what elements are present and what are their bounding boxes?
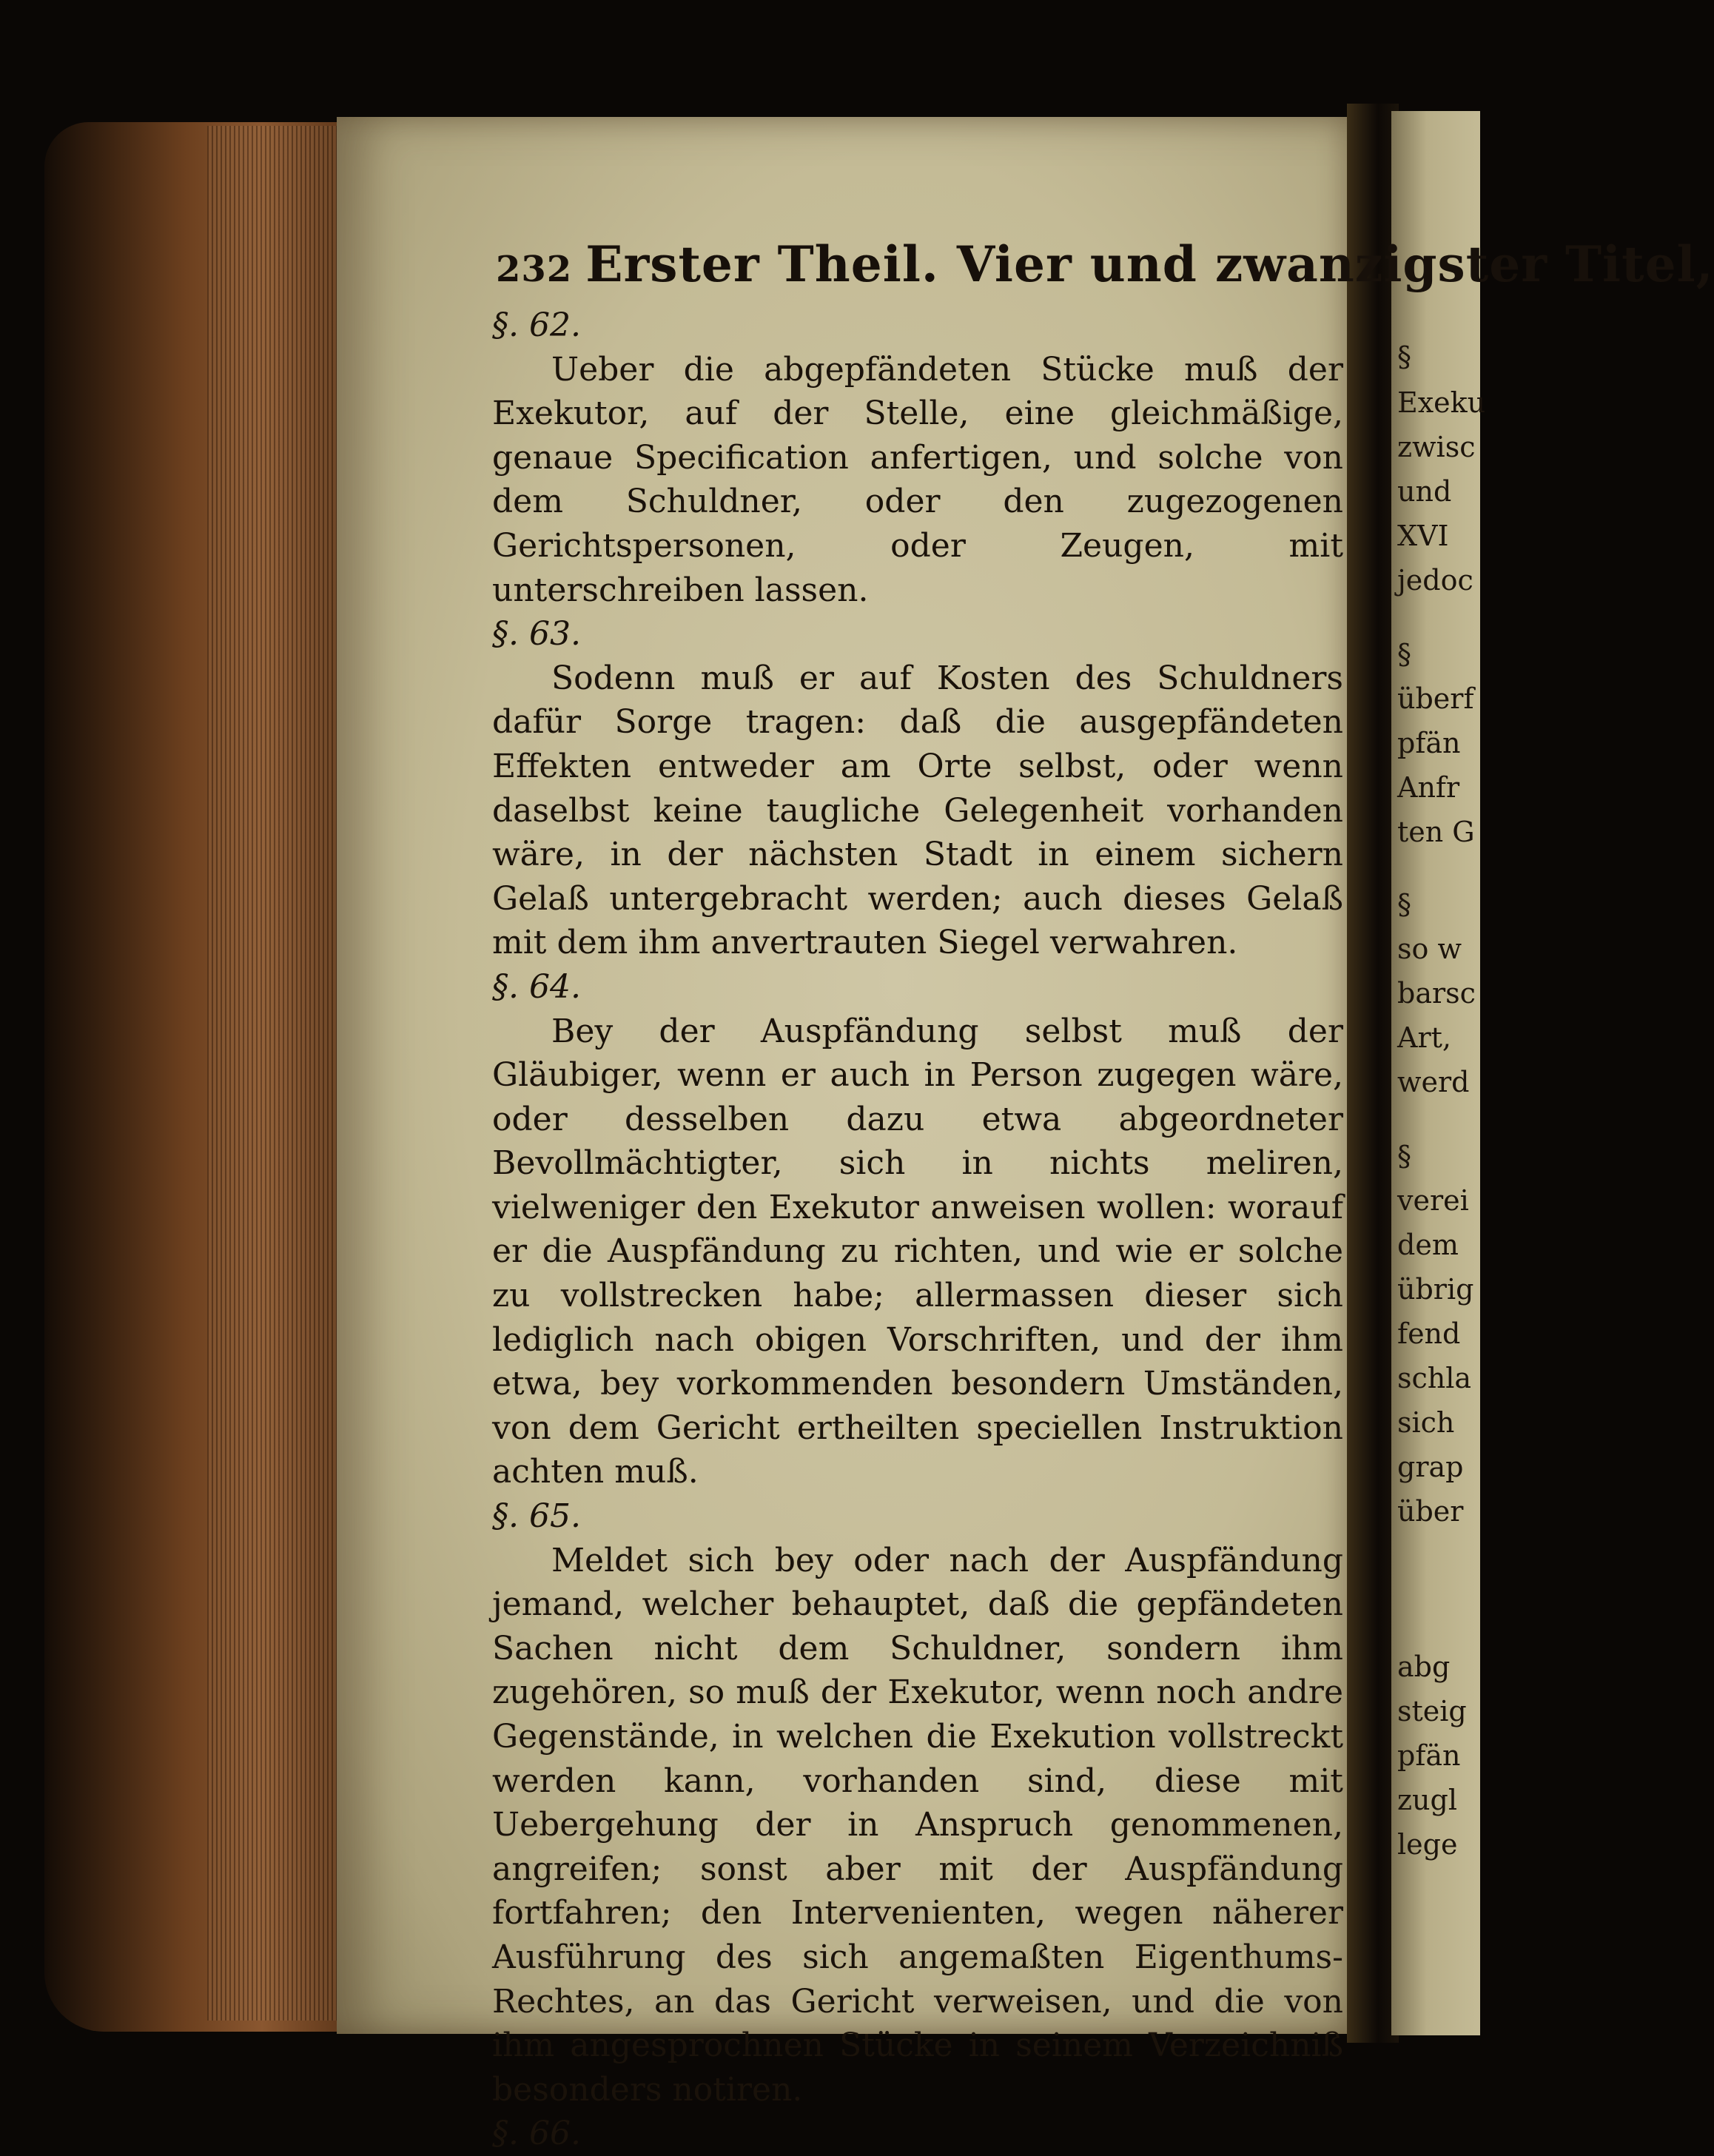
facing-fragment: lege [1397,1828,1458,1861]
section-paragraph: Ueber die abgepfändeten Stücke muß der Exekutor, auf der Stelle, eine gleichmäßige, genaue Specification anfertigen, und solche von dem Schuldner, oder den zugezogenen Gerichtspersonen, oder Zeugen, mit unterschreiben lassen. [492,350,1343,609]
section-paragraph: Meldet sich bey oder nach der Auspfändung jemand, welcher behauptet, daß die gepfändeten Sachen nicht dem Schuldner, sondern ihm zugehören, so muß der Exekutor, wenn noch andre Gegenstände, in welchen die Exekution vollstreckt werden kann, vorhanden sind, diese mit Uebergehung der in Anspruch genommenen, angreifen; sonst aber mit der Auspfändung fortfahren; den Intervenienten, wegen näherer Ausführung des sich angemaßten Eigenthums-Rechtes, an das Gericht verweisen, und die von ihm angesprochnen Stücke in seinem Verzeichniß besonders notiren. [492,1541,1343,2109]
facing-fragment: § [1397,1140,1411,1172]
section-heading: §. 63. [492,615,581,654]
facing-fragment: sich [1397,1406,1455,1439]
facing-fragment: und [1397,475,1452,508]
facing-fragment: § [1397,888,1411,921]
facing-fragment: barsc [1397,977,1476,1010]
facing-fragment: Exeku [1397,386,1486,419]
running-header [496,235,1714,295]
facing-fragment: dem [1397,1229,1459,1261]
page-number: 232 [496,249,573,290]
facing-fragment: pfän [1397,1739,1461,1772]
facing-fragment: jedoc [1397,564,1473,597]
section-paragraph: Bey der Auspfändung selbst muß der Gläubiger, wenn er auch in Person zugegen wäre, oder desselben dazu etwa abgeordneter Bevollmächtigter, sich in nichts meliren, vielweniger den Exekutor anweisen wollen: worauf er die Auspfändung zu richten, und wie er solche zu vollstrecken habe; allermassen dieser sich lediglich nach obigen Vorschriften, und der ihm etwa, bey vorkommenden besondern Umständen, von dem Gericht ertheilten speciellen Instruktion achten muß. [492,1012,1343,1491]
running-title: Erster Theil. Vier und zwanzigster Titel, [585,235,1714,293]
page-block-lines [207,126,340,2021]
facing-fragment: überf [1397,682,1474,715]
facing-fragment: werd [1397,1066,1470,1098]
facing-fragment: über [1397,1495,1464,1528]
facing-fragment: fend [1397,1317,1461,1350]
section-paragraph: Sodenn muß er auf Kosten des Schuldners dafür Sorge tragen: daß die ausgepfändeten Effekten entweder am Orte selbst, oder wenn daselbst keine taugliche Gelegenheit vorhanden wäre, in der nächsten Stadt in einem sichern Gelaß untergebracht werden; auch dieses Gelaß mit dem ihm anvertrauten Siegel verwahren. [492,659,1343,962]
facing-page [1391,111,1486,2035]
catchword: §. 66. [492,2115,581,2153]
facing-fragment: XVI [1397,520,1449,552]
facing-fragment: zugl [1397,1784,1457,1816]
facing-fragment: steig [1397,1695,1467,1727]
facing-fragment: Anfr [1397,771,1460,804]
section-heading: §. 62. [492,306,581,344]
facing-fragment: § [1397,340,1411,373]
facing-fragment: grap [1397,1451,1464,1483]
facing-fragment: ten G [1397,816,1475,848]
facing-fragment: zwisc [1397,431,1476,463]
facing-fragment: Art, [1397,1021,1451,1054]
facing-fragment: abg [1397,1650,1451,1683]
facing-fragment: übrig [1397,1273,1474,1306]
facing-fragment: so w [1397,933,1462,965]
body-text [492,303,1343,2156]
facing-fragment: pfän [1397,727,1461,759]
facing-fragment: § [1397,638,1411,671]
facing-fragment: schla [1397,1362,1472,1394]
section-heading: §. 65. [492,1497,581,1536]
section-heading: §. 64. [492,967,581,1006]
facing-fragment: verei [1397,1184,1469,1217]
